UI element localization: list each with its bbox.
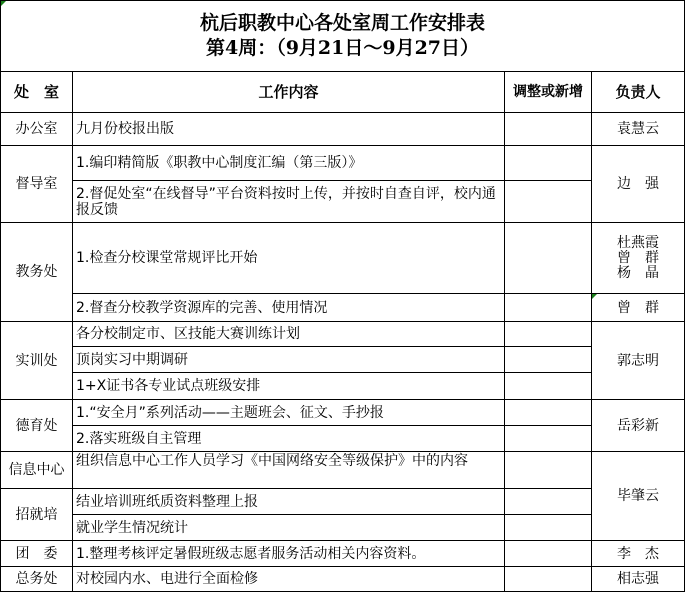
adjust-cell[interactable] [505,322,592,347]
adjust-cell[interactable] [505,541,592,567]
adjust-cell[interactable] [505,181,592,223]
adjust-cell[interactable] [505,223,592,294]
content-cell[interactable]: 组织信息中心工作人员学习《中国网络安全等级保护》中的内容 [73,452,505,489]
owner-cell[interactable] [592,223,685,294]
content-cell[interactable]: 1.检查分校课堂常规评比开始 [73,223,505,294]
adjust-cell[interactable] [505,452,592,489]
cell-comment-marker [1,1,6,6]
adjust-cell[interactable] [505,426,592,452]
col-header-owner[interactable]: 负责人 [592,71,685,113]
content-cell[interactable]: 结业培训班纸质资料整理上报 [73,489,505,515]
cell-comment-marker [592,294,597,299]
col-header-content[interactable]: 工作内容 [73,71,505,113]
title-line-2: 第4周：（9月21日～9月27日） [205,37,480,59]
adjust-cell[interactable] [505,294,592,322]
adjust-cell[interactable] [505,400,592,426]
col-header-dept[interactable]: 处 室 [0,71,73,113]
content-cell[interactable]: 各分校制定市、区技能大赛训练计划 [73,322,505,347]
owner-cell[interactable]: 袁慧云 [592,113,685,146]
content-cell[interactable]: 对校园内水、电进行全面检修 [73,567,505,592]
dept-cell-general-affairs[interactable]: 总务处 [0,567,73,592]
content-cell[interactable]: 1+X证书各专业试点班级安排 [73,373,505,400]
dept-cell-training[interactable]: 实训处 [0,322,73,400]
content-cell[interactable]: 1.“安全月”系列活动——主题班会、征文、手抄报 [73,400,505,426]
title-line-1: 杭后职教中心各处室周工作安排表 [199,12,485,34]
adjust-cell[interactable] [505,567,592,592]
owner-cell[interactable]: 曾 群 [592,294,685,322]
content-cell[interactable]: 2.落实班级自主管理 [73,426,505,452]
adjust-cell[interactable] [505,489,592,515]
content-cell[interactable]: 1.编印精简版《职教中心制度汇编（第三版）》 [73,146,505,181]
dept-cell-youth-league[interactable]: 团 委 [0,541,73,567]
content-cell[interactable]: 1.整理考核评定暑假班级志愿者服务活动相关内容资料。 [73,541,505,567]
adjust-cell[interactable] [505,373,592,400]
adjust-cell[interactable] [505,146,592,181]
owner-cell[interactable]: 岳彩新 [592,400,685,452]
owner-cell[interactable]: 边 强 [592,146,685,223]
dept-cell-moral[interactable]: 德育处 [0,400,73,452]
content-cell[interactable]: 就业学生情况统计 [73,515,505,541]
dept-cell-academic[interactable]: 教务处 [0,223,73,322]
sheet-title[interactable] [0,0,685,72]
owner-name: 杨 晶 [617,264,659,281]
content-cell[interactable]: 九月份校报出版 [73,113,505,146]
content-cell[interactable]: 2.督促处室“在线督导”平台资料按时上传，并按时自查自评，校内通报反馈 [73,181,505,223]
owner-cell[interactable]: 相志强 [592,567,685,592]
content-cell[interactable]: 2.督查分校教学资源库的完善、使用情况 [73,294,505,322]
adjust-cell[interactable] [505,347,592,373]
dept-cell-supervision[interactable]: 督导室 [0,146,73,223]
dept-cell-info-center[interactable]: 信息中心 [0,452,73,489]
owner-cell[interactable]: 毕肇云 [592,452,685,541]
adjust-cell[interactable] [505,515,592,541]
owner-name: 曾 群 [617,249,659,266]
dept-cell-employment[interactable]: 招就培 [0,489,73,541]
owner-cell[interactable]: 李 杰 [592,541,685,567]
dept-cell-office[interactable]: 办公室 [0,113,73,146]
adjust-cell[interactable] [505,113,592,146]
owner-cell[interactable]: 郭志明 [592,322,685,400]
col-header-adjust[interactable]: 调整或新增 [505,71,592,113]
owner-name: 杜燕霞 [617,234,659,251]
content-cell[interactable]: 顶岗实习中期调研 [73,347,505,373]
